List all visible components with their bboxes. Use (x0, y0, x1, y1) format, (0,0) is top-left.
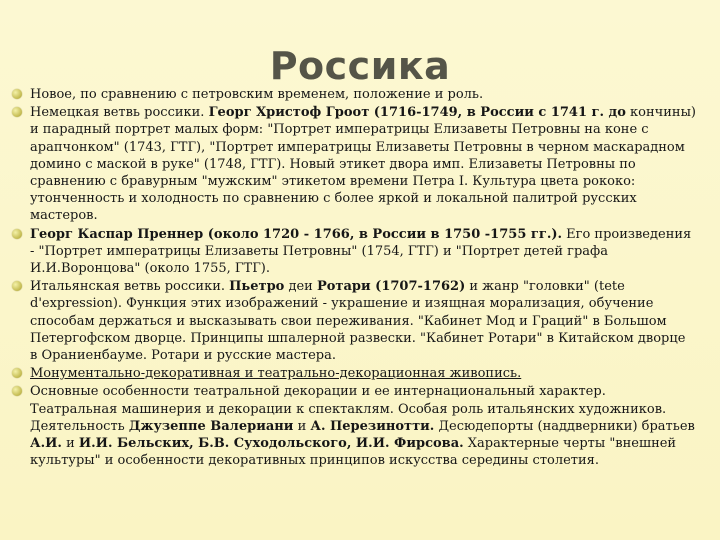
bullet-text-segment: Характерные черты "внешней культуры" и особенности декоративных принципов искусства середины столетия. (30, 436, 677, 469)
bullet-item (12, 383, 696, 469)
bullet-text-segment: Итальянская ветвь россики. (30, 279, 230, 295)
bullet-text-segment: деи (284, 279, 317, 295)
bullet-text-segment: Ротари (316, 279, 371, 295)
bullet-text-segment: и (61, 436, 79, 452)
bullet-item (12, 278, 696, 364)
bullet-text-segment: Немецкая ветвь россики. (30, 105, 209, 121)
bullet-icon (12, 386, 22, 396)
bullet-icon (12, 107, 22, 117)
bullet-icon (12, 368, 22, 378)
bullet-item (12, 86, 696, 103)
bullet-text-segment: Новое, по сравнению с петровским временем, положение и роль. (30, 87, 484, 102)
bullet-list (12, 86, 696, 470)
bullet-text-segment: и жанр "головки" (tete d'expression). Функция этих изображений - украшение и изящная морализация, обучение способам держаться и высказывать свои переживания. "Кабинет Мод и Граций" в Большом Петергофском дворце. Принципы шпалерной развески. "Кабинет Ротари" в Китайском дворце в Ораниенбауме. Ротари и русские мастера. (30, 279, 686, 364)
bullet-text-segment: Его произведения - "Портрет императрицы Елизаветы Петровны" (1754, ГТГ) и "Портрет детей графа И.И.Воронцова" (около 1755, ГТГ). (30, 226, 692, 277)
slide-title: Россика (269, 44, 451, 88)
bullet-text-segment: Монументально-декоративная и театрально-декорационная живопись. (30, 366, 522, 382)
bullet-icon (12, 281, 22, 291)
bullet-text-segment: Георг Каспар Преннер (около 1720 - 1766, в России в 1750 -1755 гг.). (30, 226, 563, 242)
bullet-text-segment: Джузеппе Валериани (128, 418, 294, 434)
bullet-text-segment: Десюдепорты (наддверники) братьев (434, 418, 695, 434)
bullet-text-segment: А. Перезинотти. (310, 418, 435, 434)
bullet-text-segment: кончины) и парадный портрет малых форм: "Портрет императрицы Елизаветы Петровны на коне с арапчонком" (1743, ГТГ), "Портрет императрицы Елизаветы Петровны в черном маскарадном домино с маской в руке" (1748, ГТГ). Новый этикет двора имп. Елизаветы Петровны по сравнению с бравурным "мужским" этикетом времени Петра I. Культура цвета рококо: утонченность и холодность по сравнению с более яркой и локальной палитрой русских мастеров. (30, 105, 696, 224)
bullet-item (12, 226, 696, 278)
bullet-text-segment: и (293, 418, 311, 434)
bullet-text-segment: (1707-1762) (370, 279, 466, 295)
bullet-item (12, 104, 696, 224)
bullet-icon (12, 89, 22, 99)
bullet-item (12, 365, 696, 382)
bullet-icon (12, 229, 22, 239)
bullet-text-segment: Георг Христоф Гроот (1716-1749, в России с 1741 г. до (208, 105, 626, 121)
bullet-text-segment: И.И. Бельских, Б.В. Суходольского, И.И. Фирсова. (78, 436, 464, 452)
bullet-text-segment: Основные особенности театральной декорации и ее интернациональный характер. Театральная машинерия и декорации к спектаклям. Особая роль итальянских художников. Деятельность (30, 384, 667, 434)
bullet-text-segment: А.И. (30, 436, 62, 452)
bullet-text-segment: Пьетро (229, 279, 285, 295)
